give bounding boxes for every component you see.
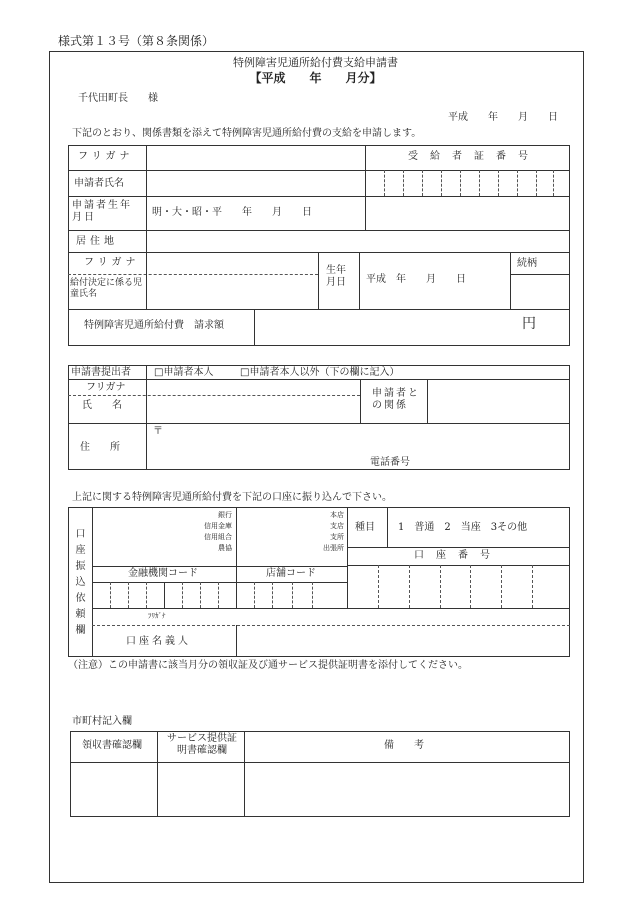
label-child-furigana: フリガナ [84, 257, 140, 268]
form-period: 【平成 年 月分】 [249, 71, 382, 85]
intro-text: 下記のとおり、関係書類を添えて特例障害児通所給付費の支給を申請します。 [72, 128, 422, 139]
branch-type-branch: 支店 [330, 522, 344, 530]
postal-mark: 〒 [153, 426, 163, 437]
label-submitter-address: 住 所 [80, 442, 120, 453]
label-account-number: 口座番号 [414, 550, 502, 561]
date-line: 平成 年 月 日 [448, 112, 558, 123]
form-title: 特例障害児通所給付費支給申請書 [233, 56, 398, 69]
label-municipal: 市町村記入欄 [72, 716, 132, 727]
label-holder: 口座名義人 [126, 636, 191, 647]
bank-intro: 上記に関する特例障害児通所給付費を下記の口座に振り込んで下さい。 [72, 492, 392, 503]
applicant-birth-value: 明・大・昭・平 年 月 日 [152, 207, 312, 218]
label-address: 居住地 [76, 236, 118, 247]
notice-text: （注意）この申請書に該当月分の領収証及び通サービス提供証明書を添付してください。 [68, 660, 468, 671]
inst-type-bank: 銀行 [218, 511, 232, 519]
amount-unit: 円 [522, 316, 536, 332]
label-child-name: 給付決定に係る児童氏名 [70, 278, 143, 299]
submitter-option-other[interactable]: □申請者本人以外（下の欄に記入） [240, 367, 400, 378]
label-branch-code: 店舗コード [266, 568, 316, 579]
submitter-option-self[interactable]: □申請者本人 [154, 367, 214, 378]
submitter-table [68, 365, 570, 470]
label-submitter: 申請書提出者 [71, 367, 131, 378]
label-holder-furigana: ﾌﾘｶﾞﾅ [148, 612, 166, 620]
municipal-table [70, 731, 570, 817]
label-amount: 特例障害児通所給付費 請求額 [84, 320, 224, 331]
account-type-options: 1 普通 2 当座 3その他 [398, 522, 528, 533]
label-service-check: サービス提供証明書確認欄 [167, 733, 237, 756]
addressee: 千代田町長 様 [78, 93, 158, 104]
branch-type-office: 出張所 [323, 544, 344, 552]
applicant-table [68, 145, 570, 346]
inst-type-shinkumi: 信用組合 [204, 533, 232, 541]
label-cert-number: 受給者証番号 [408, 151, 540, 162]
branch-type-main: 本店 [330, 511, 344, 519]
label-applicant-birth: 申請者生年月日 [72, 200, 132, 223]
inst-type-shinkin: 信用金庫 [204, 522, 232, 530]
label-receipt-check: 領収書確認欄 [82, 740, 142, 751]
branch-type-sub: 支所 [330, 533, 344, 541]
label-child-birth: 生年月日 [326, 265, 346, 288]
label-submitter-furigana: フリガナ [86, 382, 126, 393]
inst-type-nokyo: 農協 [218, 544, 232, 552]
label-submitter-relation: 申請者との関係 [372, 388, 420, 411]
child-birth-value: 平成 年 月 日 [366, 274, 466, 285]
label-furigana: フリガナ [78, 151, 134, 162]
label-submitter-name: 氏 名 [82, 400, 122, 411]
label-bank-side: 口座振込依頼欄 [73, 528, 84, 640]
label-remarks: 備 考 [384, 740, 424, 751]
label-phone: 電話番号 [370, 457, 410, 468]
label-inst-code: 金融機関コード [128, 568, 198, 579]
label-applicant-name: 申請者氏名 [74, 178, 124, 189]
label-relation: 続柄 [517, 258, 537, 269]
form-number: 様式第１３号（第８条関係） [58, 34, 215, 48]
label-account-type: 種目 [355, 522, 375, 533]
